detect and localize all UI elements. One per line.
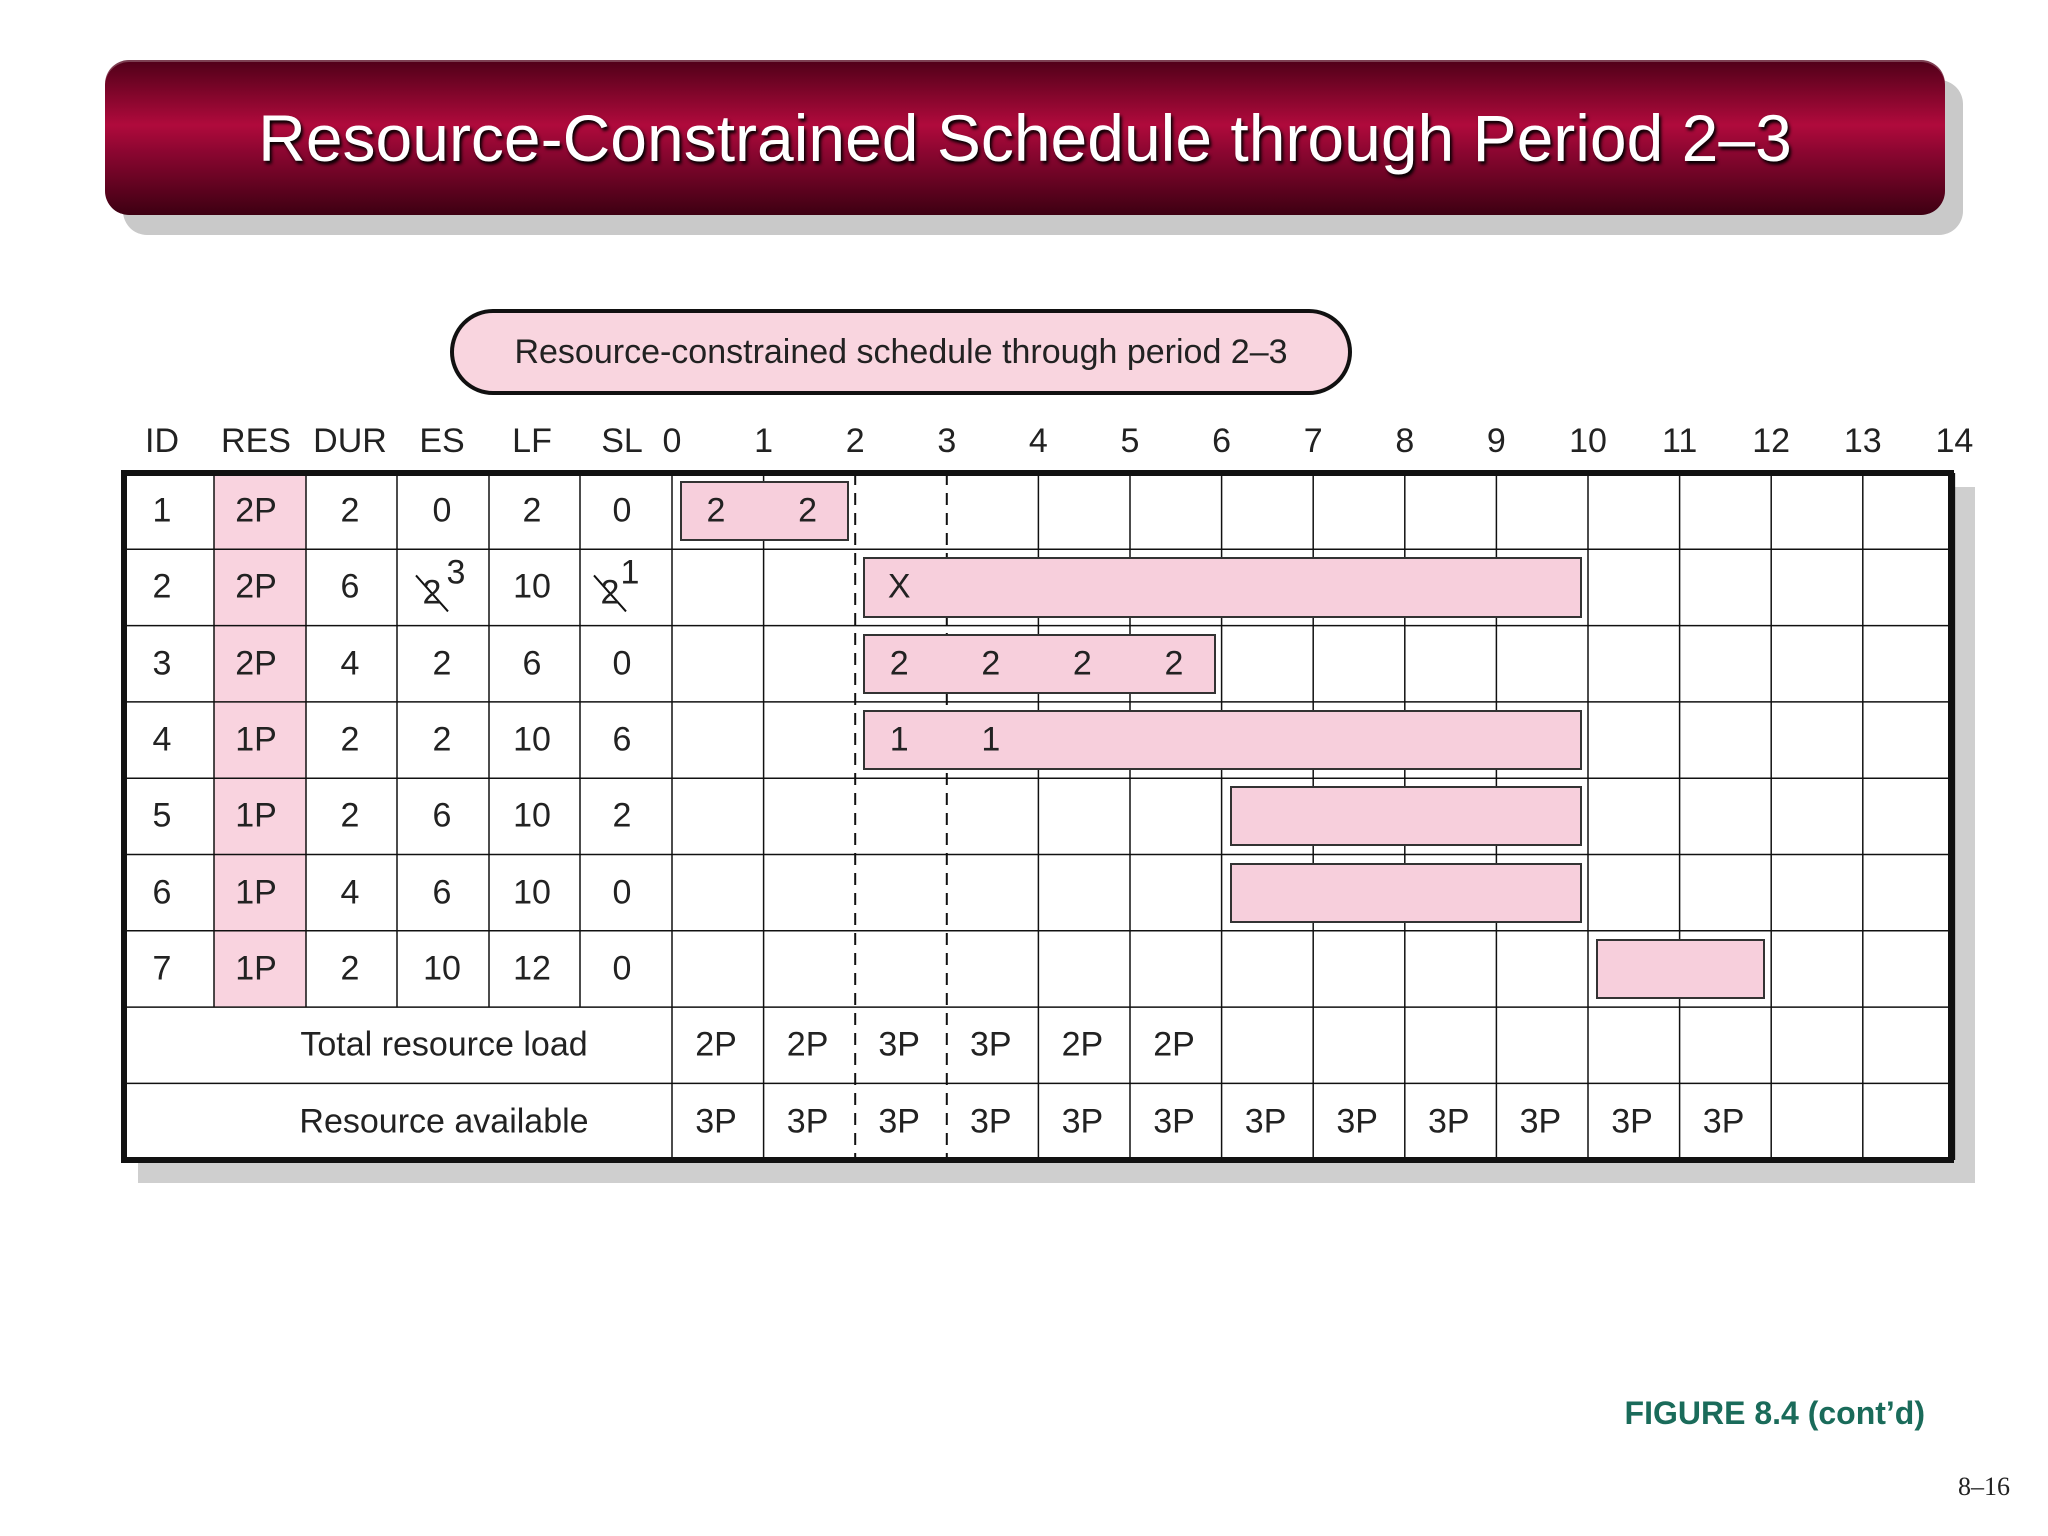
column-header-es: ES [419, 422, 465, 460]
bar-resource-label: 2 [706, 491, 726, 530]
activity-lf: 10 [513, 873, 551, 912]
activity-resource: 1P [235, 796, 277, 835]
activity-id: 3 [152, 644, 172, 683]
total-resource-load-value: 2P [1061, 1025, 1104, 1064]
page-number: 8–16 [1958, 1472, 2010, 1501]
activity-es: 2 [432, 720, 452, 759]
activity-bar [1230, 786, 1582, 846]
column-header-dur: DUR [313, 422, 387, 460]
bar-resource-label: 2 [981, 644, 1001, 683]
resource-available-value: 3P [1611, 1102, 1653, 1141]
activity-resource: 1P [235, 720, 277, 759]
activity-resource: 1P [235, 949, 277, 988]
column-header-id: ID [145, 422, 179, 460]
resource-available-value: 3P [1428, 1102, 1470, 1141]
figure-label: FIGURE 8.4 (cont’d) [1624, 1395, 1925, 1431]
period-header: 1 [754, 422, 774, 460]
activity-duration: 4 [340, 644, 360, 683]
activity-resource: 2P [235, 491, 277, 530]
resource-available-value: 3P [695, 1102, 737, 1141]
activity-bar [1230, 863, 1582, 923]
activity-es-new: 3 [446, 553, 466, 592]
total-resource-load-value: 2P [1153, 1025, 1195, 1064]
period-header: 3 [937, 422, 957, 460]
column-header-sl: SL [601, 422, 643, 460]
period-header: 6 [1212, 422, 1232, 460]
period-header: 8 [1395, 422, 1415, 460]
activity-es: 0 [432, 491, 452, 530]
slide-title: Resource-Constrained Schedule through Period 2–3 [258, 100, 1792, 175]
period-header: 9 [1486, 422, 1506, 460]
activity-es: 6 [432, 873, 452, 912]
activity-bar [863, 710, 1582, 770]
resource-available-value: 3P [1061, 1102, 1104, 1141]
bar-resource-label: 2 [1072, 644, 1092, 683]
resource-available-value: 3P [1153, 1102, 1195, 1141]
activity-bar [1596, 939, 1765, 999]
bar-resource-label: X [887, 567, 911, 606]
resource-available-value: 3P [786, 1102, 829, 1141]
total-resource-load-value: 2P [786, 1025, 829, 1064]
activity-sl: 0 [612, 949, 632, 988]
resource-available-value: 3P [1244, 1102, 1287, 1141]
activity-duration: 2 [340, 949, 360, 988]
activity-resource: 2P [235, 644, 277, 683]
period-header: 7 [1303, 422, 1323, 460]
activity-sl-new: 1 [620, 553, 640, 592]
activity-lf: 12 [513, 949, 551, 988]
bar-resource-label: 1 [981, 720, 1001, 759]
activity-es: 6 [432, 796, 452, 835]
bar-resource-label: 2 [798, 491, 818, 530]
total-resource-load-value: 3P [878, 1025, 920, 1064]
activity-id: 1 [152, 491, 172, 530]
activity-lf: 10 [513, 720, 551, 759]
activity-bar [863, 557, 1582, 617]
activity-resource: 2P [235, 567, 277, 606]
activity-duration: 2 [340, 796, 360, 835]
resource-available-label: Resource available [299, 1102, 589, 1141]
activity-lf: 10 [513, 567, 551, 606]
activity-sl-old: 2 [600, 573, 620, 612]
activity-sl: 2 [612, 796, 632, 835]
column-header-lf: LF [512, 422, 552, 460]
period-header: 4 [1028, 422, 1048, 460]
activity-sl: 0 [612, 873, 632, 912]
activity-bar [680, 481, 849, 541]
bar-resource-label: 2 [1164, 644, 1184, 683]
total-resource-load-value: 2P [695, 1025, 737, 1064]
activity-lf: 6 [522, 644, 542, 683]
activity-id: 6 [152, 873, 172, 912]
activity-sl: 0 [612, 644, 632, 683]
resource-available-value: 3P [970, 1102, 1012, 1141]
activity-es: 10 [423, 949, 461, 988]
activity-lf: 2 [522, 491, 542, 530]
activity-duration: 6 [340, 567, 360, 606]
activity-es: 2 [432, 644, 452, 683]
period-header: 14 [1935, 422, 1974, 460]
resource-available-value: 3P [1519, 1102, 1562, 1141]
resource-available-value: 3P [1336, 1102, 1378, 1141]
period-header: 11 [1661, 422, 1698, 460]
activity-es-old: 2 [422, 573, 442, 612]
total-resource-load-value: 3P [970, 1025, 1012, 1064]
activity-lf: 10 [513, 796, 551, 835]
period-header: 12 [1752, 422, 1791, 460]
activity-id: 7 [152, 949, 172, 988]
activity-sl: 6 [612, 720, 632, 759]
activity-bar [863, 634, 1215, 694]
period-header: 2 [845, 422, 865, 460]
activity-id: 5 [152, 796, 172, 835]
activity-id: 4 [152, 720, 172, 759]
activity-id: 2 [152, 567, 172, 606]
period-header: 0 [662, 422, 682, 460]
activity-duration: 4 [340, 873, 360, 912]
period-header: 13 [1843, 422, 1882, 460]
resource-available-value: 3P [1702, 1102, 1745, 1141]
activity-duration: 2 [340, 720, 360, 759]
bar-resource-label: 2 [889, 644, 909, 683]
bar-resource-label: 1 [889, 720, 909, 759]
period-header: 10 [1569, 422, 1607, 460]
total-resource-load-label: Total resource load [300, 1025, 588, 1064]
resource-available-value: 3P [878, 1102, 920, 1141]
period-header: 5 [1120, 422, 1140, 460]
activity-sl: 0 [612, 491, 632, 530]
activity-duration: 2 [340, 491, 360, 530]
schedule-subtitle: Resource-constrained schedule through period 2–3 [450, 309, 1352, 395]
activity-resource: 1P [235, 873, 277, 912]
column-header-res: RES [221, 422, 291, 460]
